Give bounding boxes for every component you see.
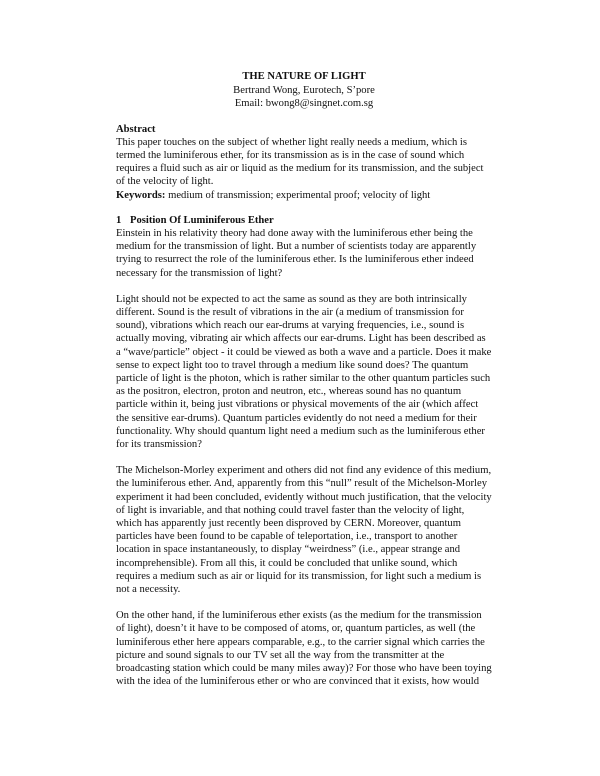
author-line: Bertrand Wong, Eurotech, S’pore xyxy=(233,84,375,96)
section-number: 1 xyxy=(116,214,122,226)
paper-title: THE NATURE OF LIGHT xyxy=(242,71,366,82)
abstract-text: This paper touches on the subject of whether light really needs a medium, which is termed the luminiferous ether, for its transmission as is in the case of sound which requires a fluid such as air or liquid as the medium for its transmission, and the subject of the velocity of light. xyxy=(116,136,484,188)
abstract-heading: Abstract xyxy=(116,123,156,135)
email-line: Email: bwong8@singnet.com.sg xyxy=(234,98,374,109)
abstract-section xyxy=(116,123,492,202)
keywords-line xyxy=(116,189,492,202)
section-title: Position Of Luminiferous Ether xyxy=(130,214,274,226)
keywords-text: medium of transmission; experimental proof; velocity of light xyxy=(168,189,431,201)
section-heading xyxy=(116,214,492,227)
body-paragraph-3: The Michelson-Morley experiment and others did not find any evidence of this medium, the luminiferous ether. And, apparently from this “null” result of the Michelson-Morley experiment it had been concluded, evidently without much justification, that the velocity of light is invariable, and that nothing could travel faster than the velocity of light, which has apparently just recently been disproved by CERN. Moreover, quantum particles have been found to be capable of teleportation, i.e., transport to another location in space instantaneously, to display “weirdness” (i.e., appear strange and incomprehensible). From all this, it could be concluded that unlike sound, which requires a medium such as air or liquid for its transmission, for light such a medium is not a necessity. xyxy=(116,465,492,595)
paper-header xyxy=(116,70,492,111)
page-content xyxy=(116,70,492,701)
body-paragraph-4: On the other hand, if the luminiferous ether exists (as the medium for the transmission of light), doesn’t it have to be composed of atoms, or, quantum particles, as well (the luminiferous ether here appears comparable, e.g., to the carrier signal which carries the picture and sound signals to our TV set all the way from the transmitter at the broadcasting station which could be many miles away)? For those who have been toying with the idea of the luminiferous ether or who are convinced that it exists, how would xyxy=(116,610,492,688)
keywords-label: Keywords: xyxy=(116,189,166,201)
body-paragraph-1: Einstein in his relativity theory had done away with the luminiferous ether being the medium for the transmission of light. But a number of scientists today are apparently trying to resurrect the role of the luminiferous ether. Is the luminiferous ether indeed necessary for the transmission of light? xyxy=(116,227,477,279)
body-paragraph-2: Light should not be expected to act the same as sound as they are both intrinsically different. Sound is the result of vibrations in the air (a medium of transmission for sound), vibrations which reach our ear-drums at varying frequencies, i.e., sound is actually moving, vibrating air which affects our ear-drums. Light has been described as a “wave/particle” object - it could be viewed as both a wave and a particle. Does it make sense to expect light too to travel through a medium like sound does? The quantum particle of light is the photon, which is rather similar to the other quantum particles such as the positron, electron, proton and neutron, etc., whereas sound has no quantum particle within it, being just vibrations or physical movements of the air (which affect the sensitive ear-drums). Quantum particles evidently do not need a medium for their functionality. Why should quantum light need a medium such as the luminiferous ether for its transmission? xyxy=(116,293,492,450)
section-1 xyxy=(116,214,492,689)
